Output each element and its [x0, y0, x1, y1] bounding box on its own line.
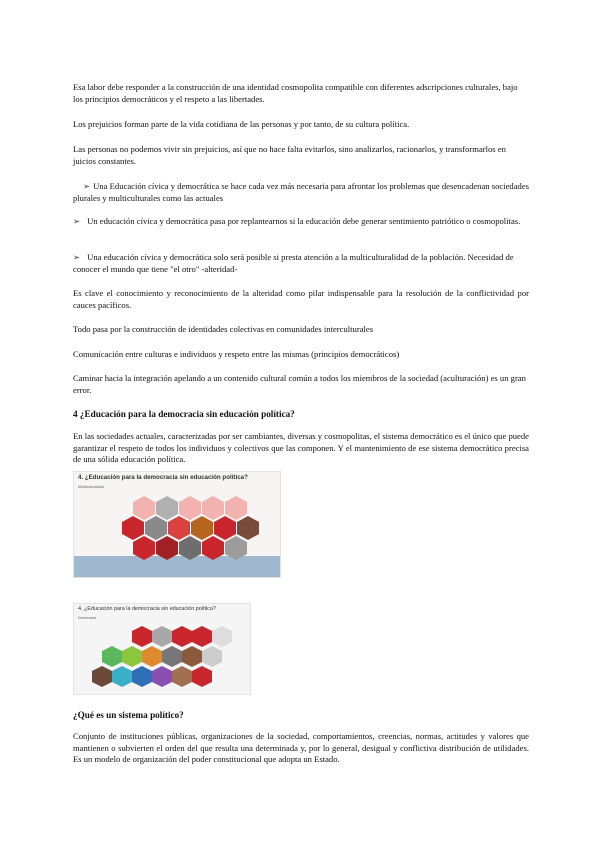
paragraph-vivir-sin-prejuicios: Las personas no podemos vivir sin prejuicios, así que no hace falta evitarlos, sino analizarlos, racionarlos, y transformarlos en juicios constantes.: [73, 144, 506, 166]
bullet-arrow-icon: ➢: [73, 252, 81, 262]
hexagon-photo: [152, 626, 172, 647]
hexagon: [152, 666, 172, 687]
section-heading-educacion: 4 ¿Educación para la democracia sin educación política?: [73, 409, 295, 419]
figure-title: 4. ¿Educación para la democracia sin educación política?: [78, 606, 216, 612]
paragraph-identidad: Esa labor debe responder a la construcción de una identidad cosmopolita compatible con diferentes adscripciones culturales, bajo los principios democráticos y el respeto a las libertades.: [73, 82, 518, 104]
hex-row-1: [132, 626, 232, 647]
bullet-arrow-icon: ➢: [73, 216, 81, 226]
paragraph-prejuicios: Los prejuicios forman parte de la vida cotidiana de las personas y por tanto, de su cultura política.: [73, 119, 410, 129]
paragraph-sociedades-actuales: En las sociedades actuales, caracterizadas por ser cambiantes, diversas y cosmopolitas, el sistema democrático es el único que puede garantizar el respeto de todos los individuos y colectivos que las componen. Y el mantenimiento de ese sistema democrático precisa de una sólida educación política.: [73, 431, 529, 464]
bullet-text: Un educación cívica y democrática pasa por replantearnos si la educación debe generar sentimiento patriótico o cosmopolitas.: [87, 216, 521, 226]
hexagon: [132, 626, 152, 647]
bullet-text: Una Educación cívica y democrática se hace cada vez más necesaria para afrontar los problemas que desencadenan sociedades plurales y multiculturales como las actuales: [73, 181, 529, 203]
hexagon-photo: [172, 666, 192, 687]
hexagon: [225, 496, 247, 520]
bullet-arrow-icon: ➢: [83, 181, 91, 191]
hexagon-photo: [182, 646, 202, 667]
hexagon-collage: [74, 604, 250, 694]
hexagon-photo: [162, 646, 182, 667]
hexagon-collage: [74, 472, 280, 577]
hex-row-3: [92, 666, 212, 687]
hexagon: [112, 666, 132, 687]
hexagon: [179, 496, 201, 520]
hexagon: [192, 666, 212, 687]
hexagon: [212, 626, 232, 647]
hexagon: [142, 646, 162, 667]
hex-row-2: [102, 646, 222, 667]
hexagon-photo: [92, 666, 112, 687]
figure-title: 4. ¿Educación para la democracia sin educación política?: [78, 474, 248, 481]
collage-background-band: [74, 556, 280, 577]
paragraph-definicion-sistema: Conjunto de instituciones públicas, organizaciones de la sociedad, comportamientos, creencias, normas, actitudes y valores que mantienen o subvierten el orden del que resulta una determinada y, por lo general, desigual y conflictiva distribución de utilidades. Es un modelo de organización del poder constitucional que adopta un Estado.: [73, 731, 529, 764]
hexagon: [202, 496, 224, 520]
bullet-text: Una educación cívica y democrática solo será posible si presta atención a la multiculturalidad de la población. Necesidad de conocer el mundo que tiene "el otro" -alteridad-: [73, 252, 514, 274]
hexagon: [122, 516, 144, 540]
section-heading-sistema-politico: ¿Qué es un sistema político?: [73, 710, 184, 720]
hexagon: [192, 626, 212, 647]
bullet-item-3: [73, 252, 529, 275]
hexagon: [168, 516, 190, 540]
figure-subtitle: Multiculturalidad: [78, 485, 104, 489]
hexagon: [172, 626, 192, 647]
hexagon-photo: [191, 516, 213, 540]
hexagon-photo: [237, 516, 259, 540]
hexagon: [214, 516, 236, 540]
figure-multiculturalidad: [73, 471, 281, 578]
hexagon: [102, 646, 122, 667]
bullet-item-1: [73, 181, 529, 204]
paragraph-identidades-colectivas: Todo pasa por la construcción de identidades colectivas en comunidades interculturales: [73, 324, 374, 334]
hexagon: [133, 496, 155, 520]
hexagon: [132, 666, 152, 687]
hexagon-photo: [156, 496, 178, 520]
paragraph-alteridad: Es clave el conocimiento y reconocimiento de la alteridad como pilar indispensable para la resolución de la conflictividad por cauces pacíficos.: [73, 288, 529, 310]
figure-democracia: [73, 603, 251, 695]
figure-subtitle: Democracia: [78, 616, 97, 620]
hex-row-3: [133, 536, 247, 560]
paragraph-comunicacion: Comunicación entre culturas e individuos y respeto entre las mismas (principios democráticos): [73, 349, 400, 359]
hexagon-photo: [145, 516, 167, 540]
hexagon: [122, 646, 142, 667]
hexagon: [202, 646, 222, 667]
paragraph-integracion: Caminar hacia la integración apelando a un contenido cultural común a todos los miembros de la sociedad (aculturación) es un gran error.: [73, 373, 526, 395]
bullet-item-2: [73, 216, 529, 228]
hex-row-1: [133, 496, 247, 520]
